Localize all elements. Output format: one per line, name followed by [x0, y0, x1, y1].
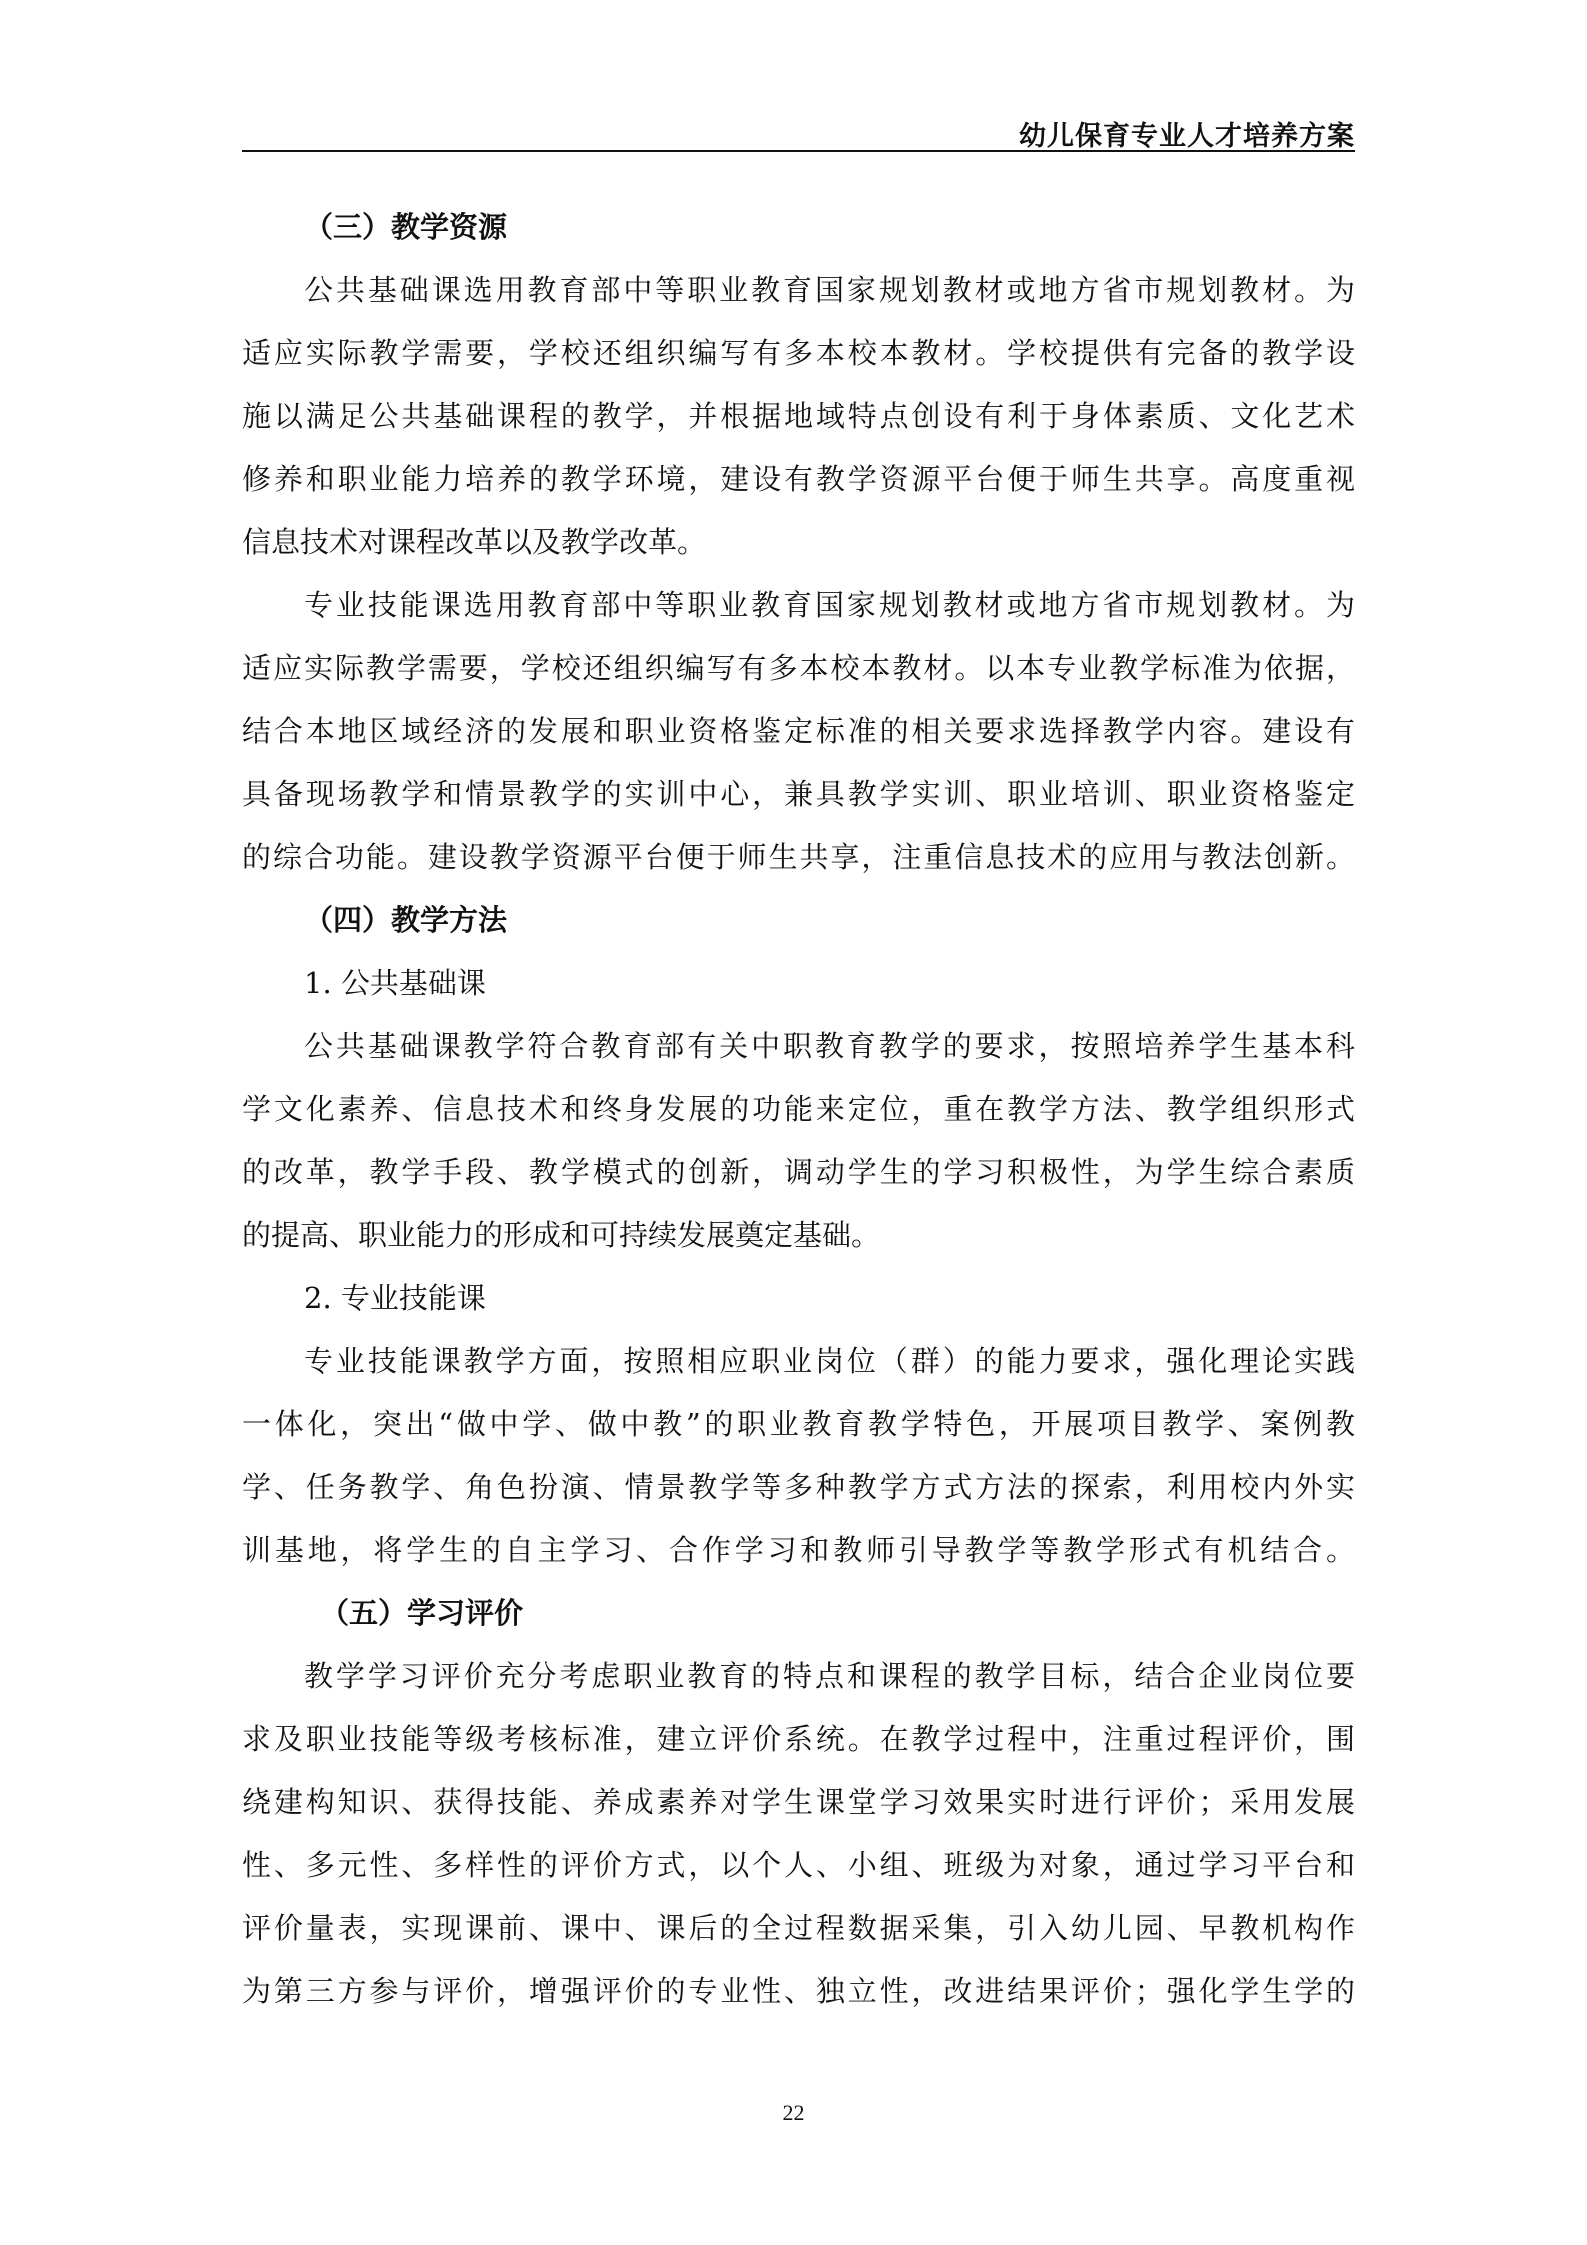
paragraph-line: 的综合功能。建设教学资源平台便于师生共享，注重信息技术的应用与教法创新。 [242, 840, 1355, 874]
paragraph-line: 的提高、职业能力的形成和可持续发展奠定基础。 [242, 1218, 881, 1252]
paragraph-line: 为第三方参与评价，增强评价的专业性、独立性，改进结果评价；强化学生学的 [242, 1974, 1355, 2008]
page-number: 22 [782, 2100, 805, 2125]
paragraph-line: 训基地，将学生的自主学习、合作学习和教师引导教学等教学形式有机结合。 [242, 1533, 1355, 1567]
paragraph-line: 一体化，突出“做中学、做中教”的职业教育教学特色，开展项目教学、案例教 [242, 1407, 1355, 1441]
paragraph-line: 学、任务教学、角色扮演、情景教学等多种教学方式方法的探索，利用校内外实 [242, 1470, 1355, 1504]
header-rule [242, 150, 1355, 152]
paragraph-line: 学文化素养、信息技术和终身发展的功能来定位，重在教学方法、教学组织形式 [242, 1092, 1355, 1126]
paragraph-line: 具备现场教学和情景教学的实训中心，兼具教学实训、职业培训、职业资格鉴定 [242, 777, 1355, 811]
paragraph-line: 求及职业技能等级考核标准，建立评价系统。在教学过程中，注重过程评价，围 [242, 1722, 1355, 1756]
paragraph-line: 评价量表，实现课前、课中、课后的全过程数据采集，引入幼儿园、早教机构作 [242, 1911, 1355, 1945]
paragraph-line: 结合本地区域经济的发展和职业资格鉴定标准的相关要求选择教学内容。建设有 [242, 714, 1355, 748]
paragraph-line: 专业技能课选用教育部中等职业教育国家规划教材或地方省市规划教材。为 [304, 588, 1355, 622]
document-body [242, 196, 1355, 2023]
section-heading: （五）学习评价 [320, 1596, 524, 1630]
paragraph-line: 适应实际教学需要，学校还组织编写有多本校本教材。学校提供有完备的教学设 [242, 336, 1355, 370]
section-heading: （三）教学资源 [304, 210, 508, 244]
paragraph-line: 的改革，教学手段、教学模式的创新，调动学生的学习积极性，为学生综合素质 [242, 1155, 1355, 1189]
paragraph-line: 适应实际教学需要，学校还组织编写有多本校本教材。以本专业教学标准为依据， [242, 651, 1355, 685]
paragraph-line: 公共基础课选用教育部中等职业教育国家规划教材或地方省市规划教材。为 [304, 273, 1355, 307]
subsection-heading: 1. 公共基础课 [304, 966, 486, 1000]
subsection-heading: 2. 专业技能课 [304, 1281, 486, 1315]
running-header-title: 幼儿保育专业人才培养方案 [1019, 121, 1355, 152]
paragraph-line: 专业技能课教学方面，按照相应职业岗位（群）的能力要求，强化理论实践 [304, 1344, 1355, 1378]
paragraph-line: 修养和职业能力培养的教学环境，建设有教学资源平台便于师生共享。高度重视 [242, 462, 1355, 496]
paragraph-line: 公共基础课教学符合教育部有关中职教育教学的要求，按照培养学生基本科 [304, 1029, 1355, 1063]
paragraph-line: 教学学习评价充分考虑职业教育的特点和课程的教学目标，结合企业岗位要 [304, 1659, 1355, 1693]
paragraph-line: 性、多元性、多样性的评价方式，以个人、小组、班级为对象，通过学习平台和 [242, 1848, 1355, 1882]
paragraph-line: 信息技术对课程改革以及教学改革。 [242, 525, 707, 559]
paragraph-line: 施以满足公共基础课程的教学，并根据地域特点创设有利于身体素质、文化艺术 [242, 399, 1355, 433]
section-heading: （四）教学方法 [304, 903, 508, 937]
paragraph-line: 绕建构知识、获得技能、养成素养对学生课堂学习效果实时进行评价；采用发展 [242, 1785, 1355, 1819]
